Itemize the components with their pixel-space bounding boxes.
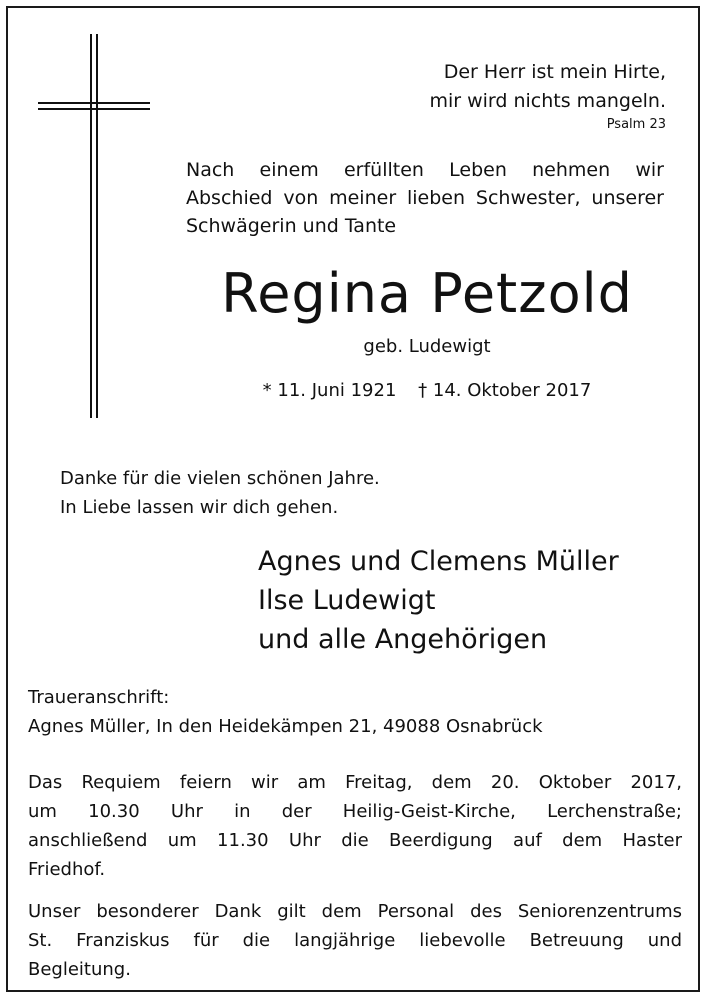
psalm-line-2: mir wird nichts mangeln. (429, 90, 666, 112)
death-date: † 14. Oktober 2017 (418, 380, 592, 401)
address-label: Traueranschrift: (28, 687, 170, 708)
mourner-line: und alle Angehörigen (258, 624, 548, 655)
service-line-4: Friedhof. (28, 859, 106, 880)
service-info (28, 768, 682, 884)
address-value: Agnes Müller, In den Heidekämpen 21, 49088 Osnabrück (28, 716, 543, 737)
psalm-verse (429, 58, 666, 116)
service-line-2: um 10.30 Uhr in der Heilig-Geist-Kirche, Lerchenstraße; (28, 801, 682, 822)
farewell-line-2: In Liebe lassen wir dich gehen. (60, 497, 339, 518)
life-dates (150, 380, 704, 401)
farewell-line-1: Danke für die vielen schönen Jahre. (60, 468, 380, 489)
birth-name: geb. Ludewigt (363, 336, 491, 357)
funeral-address (28, 683, 682, 741)
psalm-line-1: Der Herr ist mein Hirte, (443, 61, 666, 83)
gratitude-line-1: Unser besonderer Dank gilt dem Personal des Seniorenzentrums (28, 901, 682, 922)
service-line-3: anschließend um 11.30 Uhr die Beerdigung auf dem Haster (28, 830, 682, 851)
intro-line-2: Abschied von meiner lieben Schwester, unserer (186, 187, 664, 209)
intro-line-1: Nach einem erfüllten Leben nehmen wir (186, 159, 664, 181)
mourner-line: Agnes und Clemens Müller (258, 546, 619, 577)
service-line-1: Das Requiem feiern wir am Freitag, dem 20. Oktober 2017, (28, 772, 682, 793)
psalm-reference: Psalm 23 (606, 117, 666, 132)
mourners-list (258, 542, 619, 659)
intro-text (186, 156, 664, 240)
intro-line-3: Schwägerin und Tante (186, 215, 397, 237)
gratitude-line-3: Begleitung. (28, 959, 131, 980)
mourner-line: Ilse Ludewigt (258, 585, 436, 616)
farewell-text (60, 464, 380, 522)
gratitude-line-2: St. Franziskus für die langjährige liebevolle Betreuung und (28, 930, 682, 951)
deceased-name: Regina Petzold (221, 262, 633, 325)
birth-date: * 11. Juni 1921 (262, 380, 397, 401)
gratitude-text (28, 897, 682, 984)
